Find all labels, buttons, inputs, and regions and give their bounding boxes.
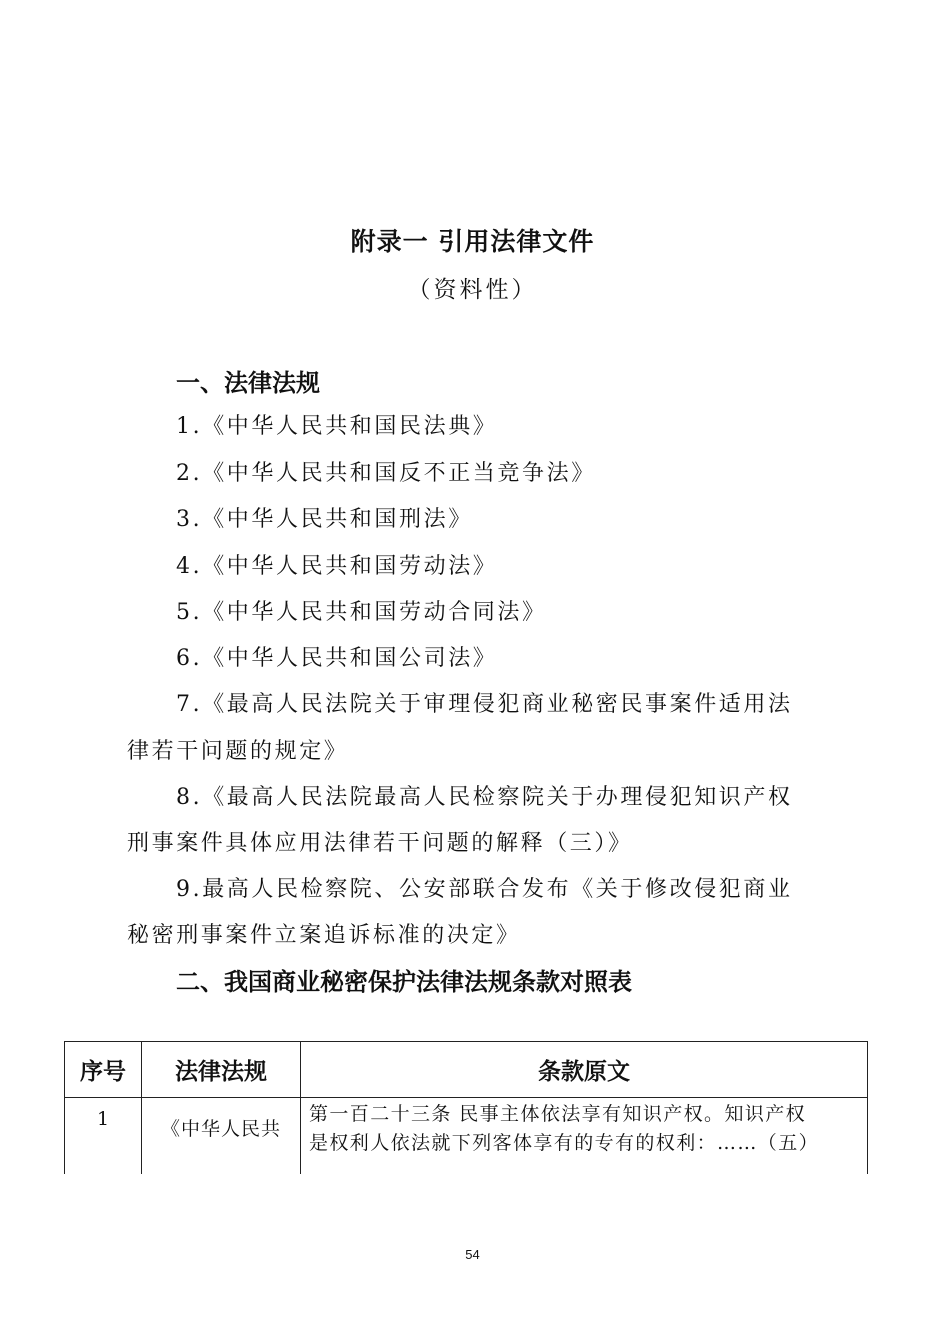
law-item-8-continued: 刑事案件具体应用法律若干问题的解释（三）》 bbox=[127, 831, 633, 856]
law-item-3: 3.《中华人民共和国刑法》 bbox=[176, 507, 473, 532]
table-row bbox=[65, 1098, 868, 1175]
law-item-9: 9.最高人民检察院、公安部联合发布《关于修改侵犯商业 bbox=[176, 877, 793, 902]
clause-text-line: 是权利人依法就下列客体享有的专有的权利：……（五） bbox=[309, 1132, 820, 1154]
comparison-table bbox=[64, 1041, 868, 1174]
law-item-7: 7.《最高人民法院关于审理侵犯商业秘密民事案件适用法 bbox=[176, 692, 793, 717]
section-heading-comparison-table: 二、我国商业秘密保护法律法规条款对照表 bbox=[176, 968, 632, 996]
page-number: 54 bbox=[465, 1247, 480, 1262]
law-item-5: 5.《中华人民共和国劳动合同法》 bbox=[176, 600, 547, 625]
cell-clause-text bbox=[301, 1098, 868, 1175]
header-index: 序号 bbox=[65, 1042, 142, 1098]
cell-index: 1 bbox=[65, 1098, 142, 1175]
page-subtitle: （资料性） bbox=[407, 277, 538, 303]
header-law: 法律法规 bbox=[142, 1042, 301, 1098]
law-item-2: 2.《中华人民共和国反不正当竞争法》 bbox=[176, 461, 596, 486]
page-title: 附录一 引用法律文件 bbox=[350, 227, 595, 256]
law-item-7-continued: 律若干问题的规定》 bbox=[127, 739, 349, 764]
law-item-4: 4.《中华人民共和国劳动法》 bbox=[176, 554, 498, 579]
section-heading-laws: 一、法律法规 bbox=[176, 369, 320, 397]
law-item-8: 8.《最高人民法院最高人民检察院关于办理侵犯知识产权 bbox=[176, 785, 793, 810]
law-item-1: 1.《中华人民共和国民法典》 bbox=[176, 414, 498, 439]
law-item-9-continued: 秘密刑事案件立案追诉标准的决定》 bbox=[127, 923, 521, 948]
header-clause-text: 条款原文 bbox=[301, 1042, 868, 1098]
table-header-row bbox=[65, 1042, 868, 1098]
law-item-6: 6.《中华人民共和国公司法》 bbox=[176, 646, 498, 671]
clause-text-line: 第一百二十三条 民事主体依法享有知识产权。知识产权 bbox=[309, 1103, 807, 1125]
cell-law: 《中华人民共 bbox=[142, 1098, 301, 1175]
